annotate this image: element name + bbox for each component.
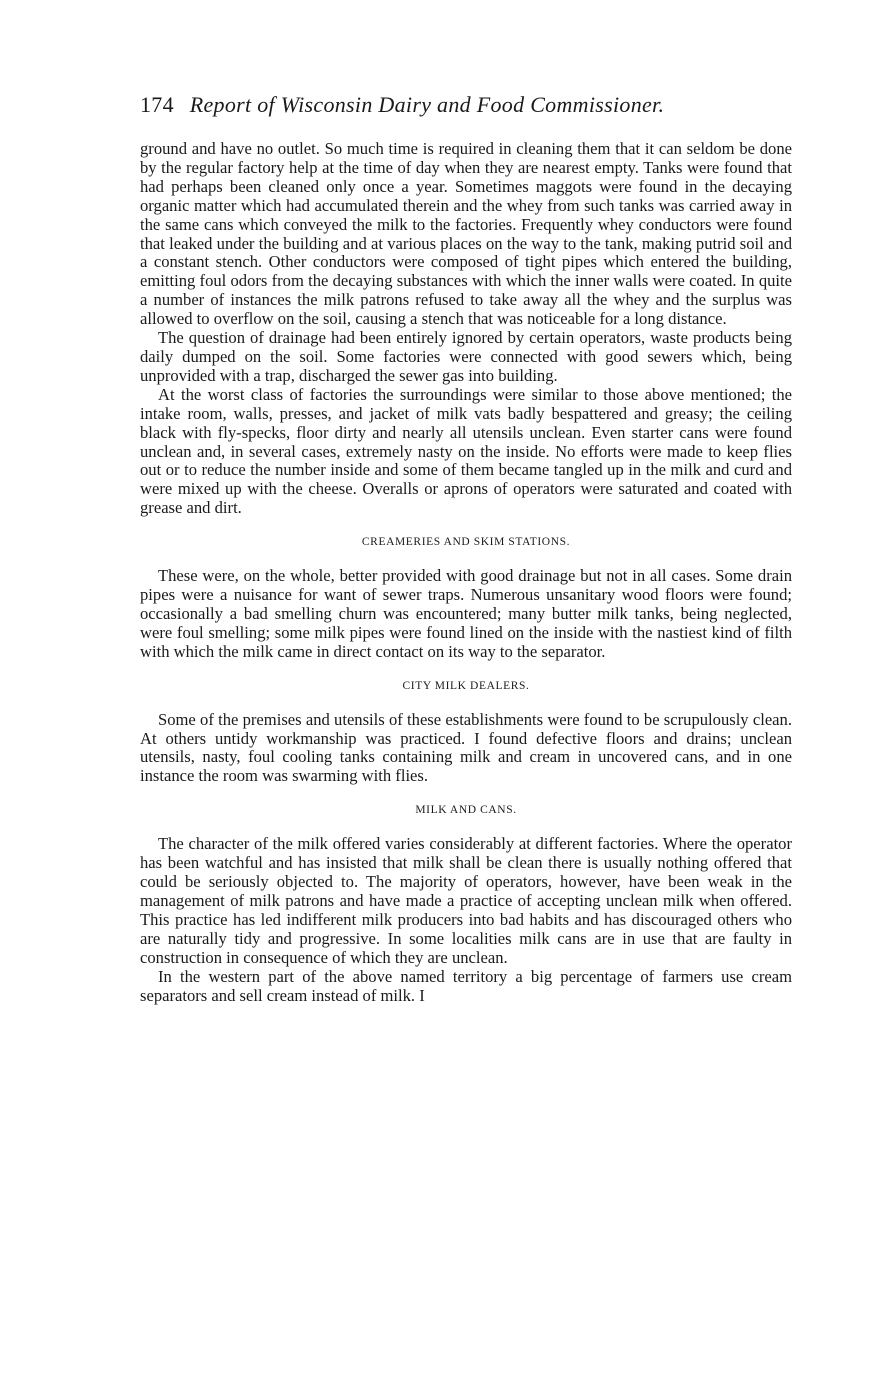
paragraph: The character of the milk offered varies considerably at different factories. Where the operator has been watchful and has insisted that milk shall be clean there is usually nothing offered that could be seriously objected to. The majority of operators, however, have been weak in the management of milk patrons and have made a practice of accepting unclean milk when offered. This practice has led indifferent milk producers into bad habits and has discouraged others who are naturally tidy and progressive. In some localities milk cans are in use that are faulty in construction in consequence of which they are unclean. <box>140 834 792 967</box>
paragraph: The question of drainage had been entirely ignored by certain operators, waste products being daily dumped on the soil. Some factories were connected with good sewers which, being unprovided with a trap, discharged the sewer gas into building. <box>140 328 792 385</box>
paragraph: At the worst class of factories the surroundings were similar to those above mentioned; the intake room, walls, presses, and jacket of milk vats badly bespattered and greasy; the ceiling black with fly-specks, floor dirty and nearly all utensils unclean. Even starter cans were found unclean and, in several cases, extremely nasty on the inside. No efforts were made to keep flies out or to reduce the number inside and some of them became tangled up in the milk and curd and were mixed up with the cheese. Overalls or aprons of operators were saturated and coated with grease and dirt. <box>140 384 792 518</box>
paragraph: These were, on the whole, better provided with good drainage but not in all cases. Some drain pipes were a nuisance for want of sewer traps. Numerous unsanitary wood floors were found; occasionally a bad smelling churn was encountered; many butter milk tanks, being neglected, were foul smelling; some milk pipes were found lined on the inside with the nastiest kind of filth with which the milk came in direct contact on its way to the separator. <box>140 566 792 661</box>
section-heading: MILK AND CANS. <box>415 804 517 817</box>
intro-section <box>140 140 792 518</box>
paragraph: ground and have no outlet. So much time is required in cleaning them that it can seldom be done by the regular factory help at the time of day when they are nearest empty. Tanks were found that had perhaps been cleaned only once a year. Sometimes maggots were found in the decaying organic matter which had accumulated therein and the whey from such tanks was carried away in the same cans which conveyed the milk to the factories. Frequently whey conductors were found that leaked under the building and at various places on the way to the tank, making putrid soil and a constant stench. Other conductors were composed of tight pipes which entered the building, emitting foul odors from the decaying substances with which the inner walls were coated. In quite a number of instances the milk patrons refused to take away all the whey and the surplus was allowed to overflow on the soil, causing a stench that was noticeable for a long distance. <box>140 139 792 329</box>
section-milk-and-cans <box>140 803 792 1005</box>
section-creameries <box>140 535 792 662</box>
running-header <box>140 88 792 122</box>
section-heading: CREAMERIES AND SKIM STATIONS. <box>361 536 571 549</box>
document-page <box>140 88 792 1005</box>
page-number: 174 <box>140 92 174 117</box>
section-heading: CITY MILK DEALERS. <box>402 679 530 692</box>
running-title: Report of Wisconsin Dairy and Food Commissioner. <box>189 92 665 117</box>
section-city-milk-dealers <box>140 679 792 787</box>
paragraph: In the western part of the above named territory a big percentage of farmers use cream separators and sell cream instead of milk. I <box>140 966 792 1005</box>
paragraph: Some of the premises and utensils of these establishments were found to be scrupulously clean. At others untidy workmanship was practiced. I found defective floors and drains; unclean utensils, nasty, foul cooling tanks containing milk and cream in uncovered cans, and in one instance the room was swarming with flies. <box>140 709 792 786</box>
